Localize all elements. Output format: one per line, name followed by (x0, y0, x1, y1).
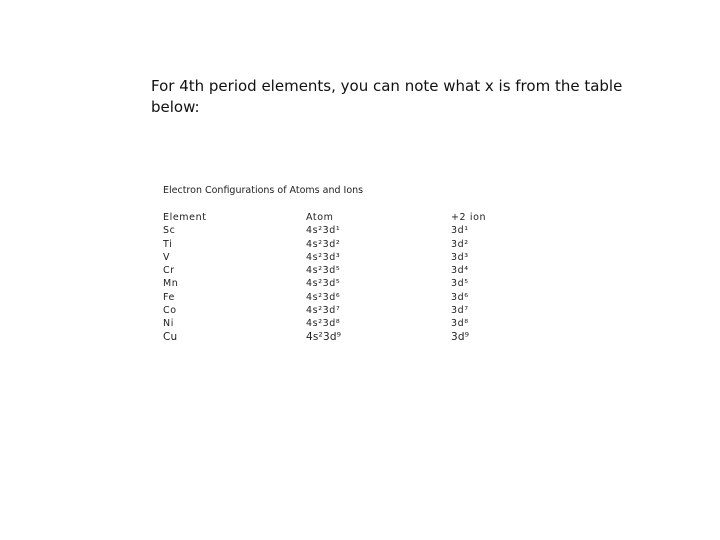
table-caption: Electron Configurations of Atoms and Ions (163, 185, 364, 196)
element-cell: Cr (163, 265, 175, 277)
ion-config-cell: 3d⁵ (451, 278, 469, 290)
atom-config-cell: 4s²3d⁶ (306, 291, 341, 303)
element-cell: Mn (163, 278, 179, 290)
ion-config-cell: 3d⁸ (451, 318, 469, 330)
ion-config-cell: 3d⁷ (451, 305, 469, 317)
element-cell: Fe (163, 291, 175, 303)
atom-config-cell: 4s²3d⁵ (306, 278, 341, 290)
ion-config-cell: 3d¹ (451, 225, 469, 237)
element-cell: Ni (163, 318, 174, 330)
atom-config-cell: 4s²3d³ (306, 251, 341, 263)
element-cell: Cu (163, 330, 178, 343)
ion-config-cell: 3d⁴ (451, 265, 469, 277)
slide-heading: For 4th period elements, you can note what x is from the table below: (151, 77, 623, 116)
ion-config-cell: 3d² (451, 238, 469, 250)
atom-config-cell: 4s²3d⁹ (306, 330, 342, 343)
atom-config-cell: 4s²3d² (306, 238, 341, 250)
atom-config-cell: 4s²3d⁷ (306, 305, 341, 317)
atom-column (306, 211, 341, 344)
atom-column-header: Atom (306, 212, 334, 223)
atom-config-cell: 4s²3d¹ (306, 225, 341, 237)
ion-config-cell: 3d⁹ (451, 330, 470, 343)
element-column (163, 211, 207, 344)
element-cell: Sc (163, 225, 176, 237)
ion-config-cell: 3d⁶ (451, 291, 469, 303)
element-cell: Ti (163, 238, 173, 250)
ion-config-cell: 3d³ (451, 251, 469, 263)
ion-column (451, 211, 486, 344)
atom-config-cell: 4s²3d⁵ (306, 265, 341, 277)
element-cell: Co (163, 305, 177, 317)
atom-config-cell: 4s²3d⁸ (306, 318, 341, 330)
element-column-header: Element (163, 212, 207, 223)
element-cell: V (163, 251, 171, 263)
ion-column-header: +2 ion (451, 212, 487, 223)
